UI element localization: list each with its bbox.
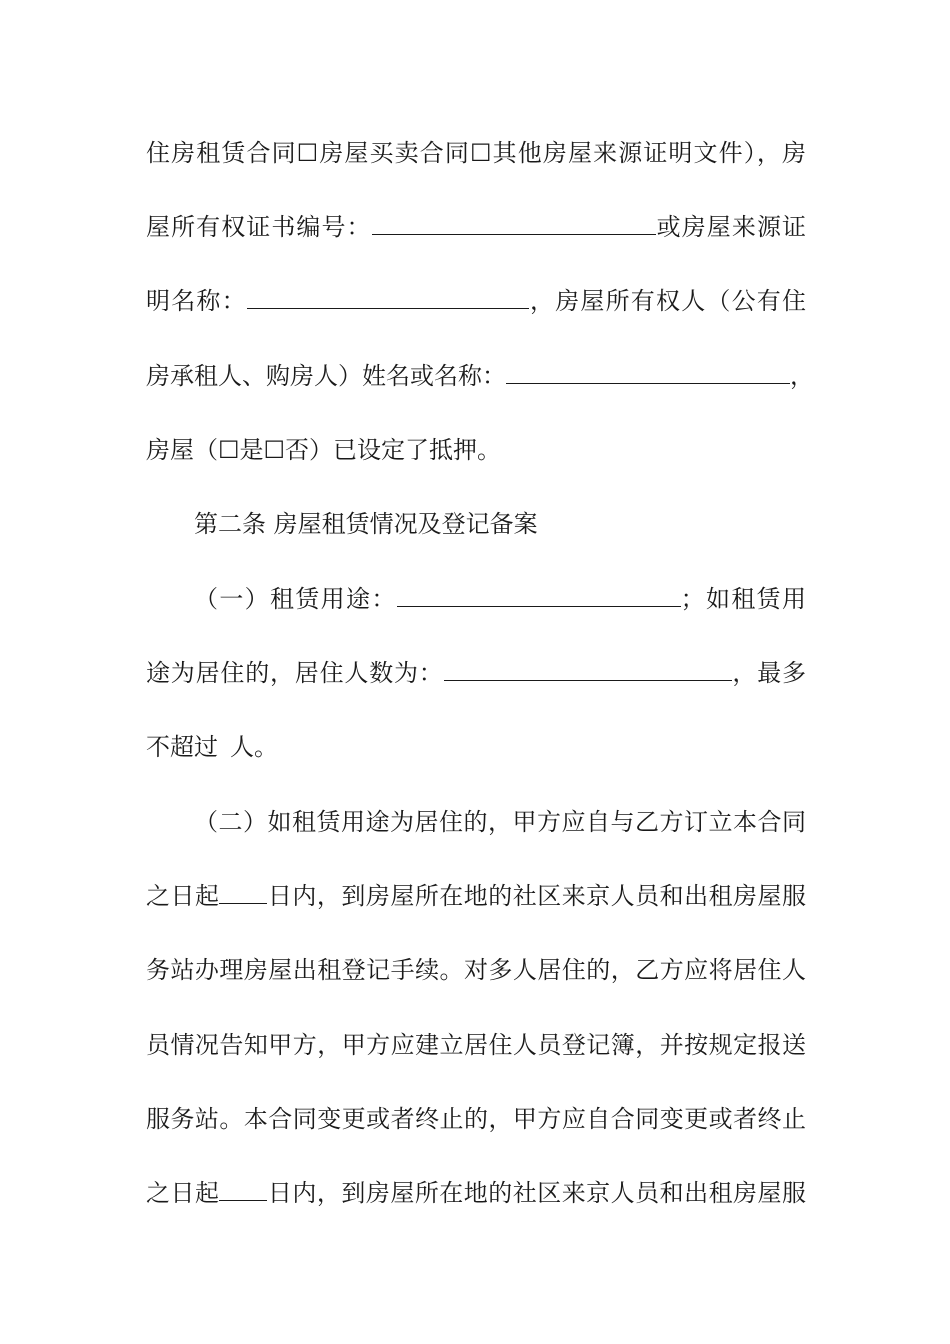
- text-segment: 人。: [230, 733, 278, 761]
- text-segment: ，最多: [731, 659, 807, 687]
- paragraph-line-4: [146, 361, 814, 391]
- text-segment: 明名称：: [146, 287, 247, 315]
- residents-count-blank[interactable]: [444, 658, 732, 681]
- text-segment: 屋所有权证书编号：: [146, 213, 372, 241]
- registration-days-blank[interactable]: [219, 881, 267, 904]
- paragraph-line-11: [146, 881, 806, 911]
- paragraph-line-14: 服务站。本合同变更或者终止的，甲方应自合同变更或者终止: [146, 1105, 806, 1133]
- source-document-name-blank[interactable]: [247, 286, 529, 309]
- paragraph-line-3: [146, 286, 806, 316]
- text-segment: （一）租赁用途：: [194, 585, 397, 613]
- text-segment: ，: [790, 362, 814, 390]
- text-segment: ，房屋所有权人（公有住: [528, 287, 807, 315]
- text-segment: 不超过: [146, 733, 218, 761]
- text-segment: 途为居住的，居住人数为：: [146, 659, 444, 687]
- text-segment: 之日起: [146, 1179, 220, 1207]
- paragraph-line-12: 务站办理房屋出租登记手续。对多人居住的，乙方应将居住人: [146, 956, 806, 984]
- paragraph-line-10: （二）如租赁用途为居住的，甲方应自与乙方订立本合同: [194, 808, 806, 836]
- owner-name-blank[interactable]: [506, 361, 790, 384]
- paragraph-line-1: 住房租赁合同☐房屋买卖合同☐其他房屋来源证明文件），房: [146, 139, 806, 167]
- certificate-number-blank[interactable]: [372, 212, 656, 235]
- text-segment: ；如租赁用: [680, 585, 807, 613]
- text-segment: 日内，到房屋所在地的社区来京人员和出租房屋服: [267, 1179, 807, 1207]
- paragraph-line-9: [146, 732, 806, 762]
- text-segment: 或房屋来源证: [655, 213, 807, 241]
- article-heading: 第二条 房屋租赁情况及登记备案: [194, 510, 538, 538]
- paragraph-line-7: [194, 584, 806, 614]
- text-segment: 房承租人、购房人）姓名或名称：: [146, 362, 506, 390]
- change-registration-days-blank[interactable]: [219, 1178, 267, 1201]
- text-segment: 之日起: [146, 882, 220, 910]
- paragraph-line-2: [146, 212, 806, 242]
- text-segment: 日内，到房屋所在地的社区来京人员和出租房屋服: [267, 882, 807, 910]
- lease-purpose-blank[interactable]: [397, 584, 681, 607]
- paragraph-line-8: [146, 658, 806, 688]
- paragraph-line-15: [146, 1178, 806, 1208]
- paragraph-line-13: 员情况告知甲方，甲方应建立居住人员登记簿，并按规定报送: [146, 1031, 806, 1059]
- paragraph-line-5: 房屋（☐是☐否）已设定了抵押。: [146, 436, 502, 464]
